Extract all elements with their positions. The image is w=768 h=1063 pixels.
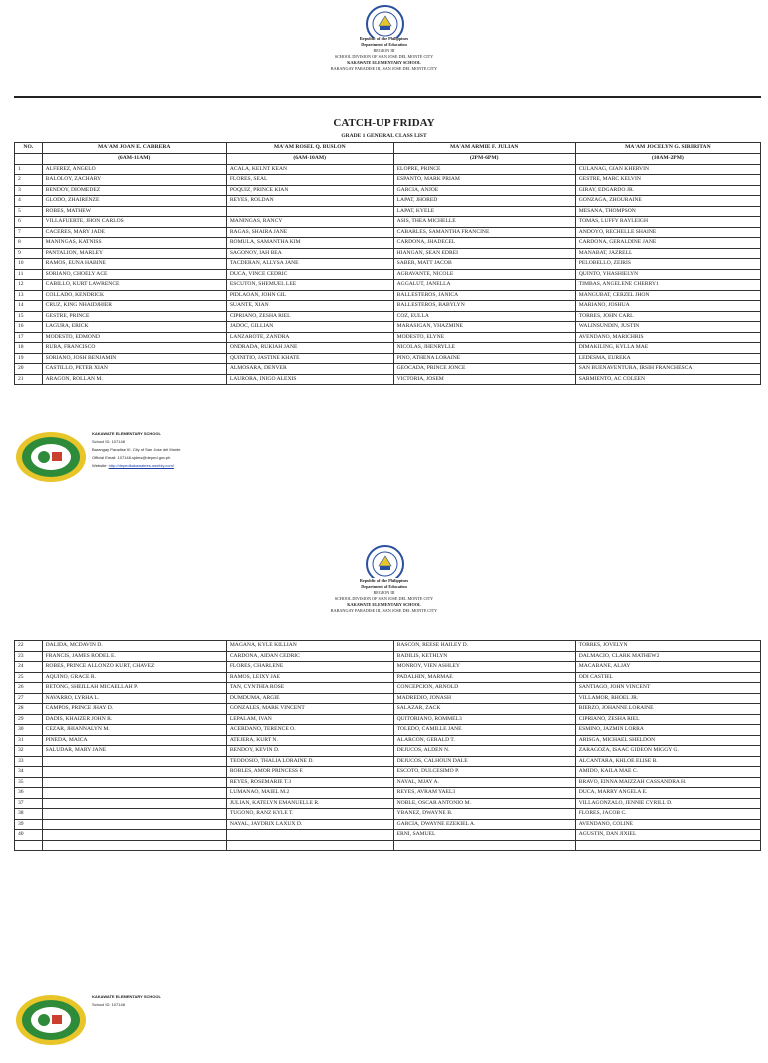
row-number-cell: 37 [15,798,43,809]
student-name-cell: BASCON, REESE HAILEY D. [393,641,575,652]
header-line-5: KAKAWATE ELEMENTARY SCHOOL [347,60,421,65]
table-row [15,672,761,683]
header-line-5: KAKAWATE ELEMENTARY SCHOOL [347,602,421,607]
student-name-cell [575,840,760,851]
row-number-cell: 6 [15,217,43,228]
student-name-cell: FLORES, CHARLENE [226,662,393,673]
student-name-cell: ESMINO, JAZMIN LORRA [575,725,760,736]
header-line-1: Republic of the Philippines [359,36,409,41]
student-name-cell: SABER, MATT JACOB [393,259,575,270]
student-name-cell: TIMBAS, ANGELENE CHERRY1 [575,280,760,291]
student-name-cell: SORIANO, JOSH BENJAMIN [42,353,226,364]
student-name-cell: DADIS, KHAIZER JOHN R. [42,714,226,725]
student-name-cell: GESTRE, PRINCE [42,311,226,322]
student-name-cell: DEJUCOS, CALHOUN DALE [393,756,575,767]
teacher-3-name: MA'AM ARMIE F. JULIAN [393,143,575,154]
student-name-cell: BALLESTEROS, BABYLYN [393,301,575,312]
student-name-cell: ROBLES, AMOR PRINCESS F. [226,767,393,778]
student-name-cell: BALLESTEROS, JANICA [393,290,575,301]
student-name-cell: MAGANA, KYLE KILLIAN [226,641,393,652]
header-rule [14,96,761,98]
header-block [0,578,768,614]
student-name-cell: QUITORIANO, ROMMEL3 [393,714,575,725]
footer-school-id: School ID: 107148 [92,1002,125,1007]
student-name-cell: SAGONOY, IAH BEA [226,248,393,259]
student-name-cell: PIDLAOAN, JOHN GIL [226,290,393,301]
student-name-cell: TACDERAN, ALLYSA JANE [226,259,393,270]
header-line-6: BARANGAY PARADISE III, SAN JOSE DEL MONTE CITY [330,66,438,71]
student-name-cell [42,767,226,778]
student-name-cell: CARDONA, GERALDINE JANE [575,238,760,249]
student-name-cell: NOBLE, OSCAR ANTONIO M. [393,798,575,809]
table-row [15,798,761,809]
student-name-cell: NAYAL, JAYDRIX LAXUX D. [226,819,393,830]
student-name-cell: ESCUTON, SHEMUEL LEE [226,280,393,291]
row-number-cell: 5 [15,206,43,217]
student-name-cell: JADOC, GILLIAN [226,322,393,333]
row-number-cell: 17 [15,332,43,343]
footer-website-label: Website: [92,463,108,468]
student-name-cell [42,830,226,841]
table-row [15,322,761,333]
row-number-cell: 38 [15,809,43,820]
table-row [15,683,761,694]
student-name-cell: VILLAGONZALO, JENNIE CYRILL D. [575,798,760,809]
footer-website-row [92,462,181,470]
student-name-cell: AGRAVANTE, NICOLE [393,269,575,280]
row-number-cell: 30 [15,725,43,736]
table-row [15,704,761,715]
student-name-cell: DUMDUMA, ARGIE [226,693,393,704]
table-row [15,175,761,186]
row-number-cell: 25 [15,672,43,683]
student-name-cell: CAMPOS, PRINCE JHAY D. [42,704,226,715]
student-name-cell: CACERES, MARY JADE [42,227,226,238]
student-name-cell: AVENDANO, COLINE [575,819,760,830]
school-footer [14,993,274,1063]
student-name-cell: REYES, ROLDAN [226,196,393,207]
student-name-cell: GLODO, ZHAIRENZE [42,196,226,207]
student-name-cell: COLLADO, KENDRICK [42,290,226,301]
student-name-cell: BALOLOY, ZACHARY [42,175,226,186]
row-number-cell: 32 [15,746,43,757]
page-title: CATCH-UP FRIDAY [333,117,435,129]
table-row [15,227,761,238]
student-name-cell: ANDOYO, RECHELLE SHAINE [575,227,760,238]
student-name-cell: AVENDANO, MARICHRIS [575,332,760,343]
student-name-cell: MESANA, THOMPSON [575,206,760,217]
student-name-cell: SALUDAR, MARY JANE [42,746,226,757]
row-number-cell: 8 [15,238,43,249]
student-name-cell: PINO, ATHENA LORAINE [393,353,575,364]
student-name-cell: FLORES, JACOB C. [575,809,760,820]
student-name-cell: RAMOS, EUNA HABINE [42,259,226,270]
table-row [15,206,761,217]
row-number-cell: 33 [15,756,43,767]
row-number-cell: 18 [15,343,43,354]
table-row [15,353,761,364]
student-name-cell: LUMANAO, MAIEL M.2 [226,788,393,799]
table-row [15,364,761,375]
header-line-3: REGION III [373,48,395,53]
student-name-cell: ALMOSARA, DENVER [226,364,393,375]
table-row [15,164,761,175]
row-number-cell: 35 [15,777,43,788]
table-row [15,290,761,301]
student-name-cell: FRANCIS, JAMES RODEL E. [42,651,226,662]
student-name-cell [42,756,226,767]
teacher-3-time: (2PM-6PM) [393,154,575,165]
student-name-cell: MARIANO, JOSHUA [575,301,760,312]
table-row [15,311,761,322]
student-name-cell [42,809,226,820]
student-name-cell: CARDONA, JHADECEL [393,238,575,249]
row-number-cell: 29 [15,714,43,725]
student-name-cell: SARMIENTO, AC COLEEN [575,374,760,385]
teacher-4-name: MA'AM JOCELYN G. SIRIRITAN [575,143,760,154]
student-name-cell: GARCIA, DWAYNE EZEKIEL A. [393,819,575,830]
page-1 [0,0,768,520]
student-name-cell: TORRES, JOVELYN [575,641,760,652]
row-number-cell: 31 [15,735,43,746]
row-number-cell: 26 [15,683,43,694]
student-name-cell: GONZALES, MARK VINCENT [226,704,393,715]
student-name-cell: NAYAL, MJAY A. [393,777,575,788]
table-header-time-row [15,154,761,165]
student-name-cell: LAURORA, INIGO ALEXIS [226,374,393,385]
teacher-2-name: MA'AM ROSEL Q. BUSLON [226,143,393,154]
student-name-cell: LAGURA, ERICK [42,322,226,333]
student-name-cell: BETONG, SHEILLAH MICAELLAH P. [42,683,226,694]
student-name-cell: SAN BUENAVENTURA, IRSIH FRANCHESCA [575,364,760,375]
student-name-cell: ATEJERA, KURT N. [226,735,393,746]
student-name-cell: QUINTO, YHASHIELYN [575,269,760,280]
table-body-page-2 [15,641,761,851]
student-name-cell: MANGUBAT, CERZEL JHON [575,290,760,301]
student-name-cell: BRAVO, EINNA MAIZZAH CASSANDRA H. [575,777,760,788]
student-name-cell: NAVARRO, LYRHA L. [42,693,226,704]
student-name-cell: GEOCADA, PRINCE JONCE [393,364,575,375]
row-number-cell: 12 [15,280,43,291]
student-name-cell: JULIAN, KATELYN EMANUELLE R. [226,798,393,809]
student-name-cell: LAPAT, KYELE [393,206,575,217]
student-name-cell: GONZAGA, ZHOURAINE [575,196,760,207]
student-name-cell: QUINITIO, JASTINE KHATE [226,353,393,364]
student-name-cell: ACALA, KELNT KEAN [226,164,393,175]
student-name-cell: LEPALAM, IVAN [226,714,393,725]
table-row [15,756,761,767]
student-name-cell: DEJUCOS, ALDEN N. [393,746,575,757]
row-number-cell: 28 [15,704,43,715]
student-name-cell: ASIS, THEA MICHELLE [393,217,575,228]
table-row [15,217,761,228]
student-name-cell: MANINGAS, RANCY [226,217,393,228]
table-row [15,185,761,196]
table-row [15,788,761,799]
student-name-cell: NICOLAS, JHENRYLLE [393,343,575,354]
row-number-cell: 1 [15,164,43,175]
student-name-cell: BENDOY, KEVIN D. [226,746,393,757]
footer-school-name: KAKAWATE ELEMENTARY SCHOOL [92,431,161,436]
student-name-cell: RUBA, FRANCISCO [42,343,226,354]
table-row [15,777,761,788]
row-number-cell: 21 [15,374,43,385]
table-row [15,725,761,736]
row-number-cell: 24 [15,662,43,673]
student-name-cell [42,840,226,851]
table-row [15,196,761,207]
student-name-cell: AQUINO, GRACE R. [42,672,226,683]
row-number-cell: 34 [15,767,43,778]
teacher-1-name: MA'AM JOAN E. CABRERA [42,143,226,154]
table-row [15,809,761,820]
student-name-cell: AMIDO, KAILA MAE C. [575,767,760,778]
table-row [15,280,761,291]
student-name-cell: RAGAS, SHAIRA JANE [226,227,393,238]
student-name-cell: ELOPRE, PRINCE [393,164,575,175]
table-row [15,301,761,312]
row-number-cell: 27 [15,693,43,704]
header-line-3: REGION III [373,590,395,595]
header-line-2: Department of Education [361,42,407,47]
teacher-2-time: (6AM-10AM) [226,154,393,165]
student-name-cell: ESCOTO, DULCESIMO P. [393,767,575,778]
student-name-cell: SALAZAR, ZACK [393,704,575,715]
student-name-cell: ERNI, SAMUEL [393,830,575,841]
student-name-cell: ODI CASTIEL [575,672,760,683]
student-name-cell: LEDESMA, EUREKA [575,353,760,364]
student-name-cell: ALFEREZ, ANGELO [42,164,226,175]
student-name-cell [42,777,226,788]
student-name-cell: ZARAGOZA, ISAAC GIDEON MIGGY G. [575,746,760,757]
student-name-cell: MADREDIO, JONASH [393,693,575,704]
student-name-cell: CABARLES, SAMANTHA FRANCINE [393,227,575,238]
teacher-4-time: (10AM-2PM) [575,154,760,165]
student-name-cell: AGGALUT, JANELLA [393,280,575,291]
student-name-cell: BADILIS, KETHLYN [393,651,575,662]
footer-school-name: KAKAWATE ELEMENTARY SCHOOL [92,994,161,999]
teacher-1-time: (6AM-11AM) [42,154,226,165]
header-block [0,36,768,72]
student-name-cell [42,788,226,799]
student-name-cell: TUGONO, RANZ KYLE T. [226,809,393,820]
student-name-cell: FLORES, SEAL [226,175,393,186]
row-number-cell: 36 [15,788,43,799]
footer-text [92,993,161,1009]
student-name-cell: DIMAKILING, KYLLA MAE [575,343,760,354]
student-name-cell: TEODOSIO, THALIA LORAINE D. [226,756,393,767]
student-name-cell [393,840,575,851]
table-row [15,735,761,746]
student-name-cell: SUANTE, XIAN [226,301,393,312]
student-name-cell [226,830,393,841]
student-name-cell: PADALHIN, MARMAE [393,672,575,683]
student-name-cell: POQUIZ, PRINCE KIAN [226,185,393,196]
student-name-cell: MODESTO, ELYNE [393,332,575,343]
student-name-cell: MARASIGAN, YHAZMINE [393,322,575,333]
row-number-cell: 3 [15,185,43,196]
student-name-cell: CULANAG, GIAN KHERVIN [575,164,760,175]
student-name-cell: PELOBELLO, ZEIRIS [575,259,760,270]
row-number-cell: 13 [15,290,43,301]
student-name-cell: ACERDANO, TERENCE O. [226,725,393,736]
student-name-cell [226,206,393,217]
student-name-cell: TORRES, JOHN CARL [575,311,760,322]
school-footer [14,430,274,500]
table-row [15,374,761,385]
student-name-cell: TAN, CYNTHIA ROSE [226,683,393,694]
student-name-cell: VILLAFUERTE, JHON CARLOS [42,217,226,228]
student-name-cell: RAMOS, LEIXY JAE [226,672,393,683]
student-name-cell: BIERZO, JOHANNE LORAINE [575,704,760,715]
table-row [15,259,761,270]
student-name-cell: YBANEZ, DWAYNE B. [393,809,575,820]
student-name-cell: ALCANTARA, KHLOE ELISE B. [575,756,760,767]
row-number-cell: 16 [15,322,43,333]
student-name-cell: GIRAY, EDGARDO JR. [575,185,760,196]
student-name-cell: TOMAS, LUFFY RAYLEIGH [575,217,760,228]
student-name-cell: VILLAMOR, RHOEL JR. [575,693,760,704]
row-number-cell [15,840,43,851]
header-line-4: SCHOOL DIVISION OF SAN JOSE DEL MONTE CITY [334,54,434,59]
page-subtitle: GRADE 1 GENERAL CLASS LIST [341,133,427,139]
student-name-cell: CASTILLO, PETER XIAN [42,364,226,375]
student-name-cell: SORIANO, CHOELY ACE [42,269,226,280]
table-row [15,343,761,354]
student-name-cell: PINEDA, MAICA [42,735,226,746]
student-name-cell: ROMULA, SAMANTHA KIM [226,238,393,249]
table-row [15,662,761,673]
student-name-cell: MACABANE, ALJAY [575,662,760,673]
student-name-cell: CEZAR, JHIANNALYN M. [42,725,226,736]
kakawate-school-logo-icon [14,993,88,1047]
student-name-cell: REYES, AVRAM YAEL3 [393,788,575,799]
student-name-cell: HIANGAN, SEAN EDREI [393,248,575,259]
student-name-cell: SANTIAGO, JOHN VINCENT [575,683,760,694]
page-2 [0,538,768,1024]
student-name-cell: AGUSTIN, DAN JIXIEL [575,830,760,841]
table-row [15,714,761,725]
footer-school-id: School ID: 107148 [92,439,125,444]
footer-website-link[interactable]: http://depedkakawatees.weebly.com/ [108,463,174,468]
table-row [15,767,761,778]
row-number-cell: 22 [15,641,43,652]
student-name-cell: ESPANTO, MARK PRIAM [393,175,575,186]
footer-address: Barangay Paradise III, City of San Jose del Monte [92,447,181,452]
table-row [15,269,761,280]
student-name-cell: REYES, ROSEMARIE T.3 [226,777,393,788]
header-line-1: Republic of the Philippines [359,578,409,583]
row-number-cell: 9 [15,248,43,259]
header-line-4: SCHOOL DIVISION OF SAN JOSE DEL MONTE CITY [334,596,434,601]
student-name-cell: CARDONA, AIDAN CEDRIC [226,651,393,662]
student-name-cell: WALINSUNDIN, JUSTIN [575,322,760,333]
row-number-cell: 10 [15,259,43,270]
student-name-cell: MODESTO, EDMOND [42,332,226,343]
row-number-cell: 19 [15,353,43,364]
class-list-table-continued [14,640,761,851]
student-name-cell: LAPAT, JHORED [393,196,575,207]
footer-text [92,430,181,470]
table-row [15,248,761,259]
student-name-cell: GESTRE, MARC KELVIN [575,175,760,186]
row-number-cell: 39 [15,819,43,830]
student-name-cell: ONDRADA, RUKIAH JANE [226,343,393,354]
student-name-cell [42,819,226,830]
table-header-row [15,143,761,154]
student-name-cell: DUCA, VINCE CEDRIC [226,269,393,280]
row-number-cell: 15 [15,311,43,322]
student-name-cell: TOLEDO, CAMILLE JANE [393,725,575,736]
row-number-cell: 11 [15,269,43,280]
row-number-cell: 2 [15,175,43,186]
table-row [15,641,761,652]
student-name-cell: DALIDA, MCDAVIN D. [42,641,226,652]
table-row [15,819,761,830]
table-row [15,238,761,249]
table-row [15,332,761,343]
class-list-table [14,142,761,385]
student-name-cell: ALARCON, GERALD T. [393,735,575,746]
student-name-cell: DALMACIO, CLARK MATHEW2 [575,651,760,662]
student-name-cell: PANTALION, MARLEY [42,248,226,259]
row-number-cell: 40 [15,830,43,841]
student-name-cell: DUCA, MARRY ANGELA E. [575,788,760,799]
student-name-cell: LANZAROTE, ZANDRA [226,332,393,343]
table-row [15,840,761,851]
row-number-cell: 7 [15,227,43,238]
student-name-cell: MANABAT, JAZRELL [575,248,760,259]
student-name-cell: CIPRIANO, ZESHA RIEL [575,714,760,725]
table-row [15,651,761,662]
table-row [15,693,761,704]
student-name-cell: ARISGA, MICHAEL SHELDON [575,735,760,746]
student-name-cell: MONROY, VIEN ASHLEY [393,662,575,673]
student-name-cell: CABILLO, KURT LAWRENCE [42,280,226,291]
header-line-6: BARANGAY PARADISE III, SAN JOSE DEL MONTE CITY [330,608,438,613]
student-name-cell: CONCEPCION, ARNOLD [393,683,575,694]
table-body-page-1 [15,164,761,385]
student-name-cell: CIPRIANO, ZESHA RIEL [226,311,393,322]
kakawate-school-logo-icon [14,430,88,484]
student-name-cell: CRUZ, KING NHAIDJHIER [42,301,226,312]
header-line-2: Department of Education [361,584,407,589]
student-name-cell: BENDOY, DIOMEDEZ [42,185,226,196]
row-number-cell: 20 [15,364,43,375]
deped-seal-icon [349,2,421,38]
student-name-cell: ROBES, MATHEW [42,206,226,217]
table-row [15,830,761,841]
no-header: NO. [15,143,43,154]
student-name-cell: MANINGAS, KATNISS [42,238,226,249]
row-number-cell: 14 [15,301,43,312]
student-name-cell: VICTORIA, JOSEM [393,374,575,385]
student-name-cell: COZ, EULLA [393,311,575,322]
student-name-cell: GARCIA, ANJOE [393,185,575,196]
footer-email: Official Email: 107148.sjdms@deped.gov.ph [92,455,171,460]
row-number-cell: 23 [15,651,43,662]
no-header-blank [15,154,43,165]
table-row [15,746,761,757]
student-name-cell [226,840,393,851]
student-name-cell: ARAGON, ROLLAN M. [42,374,226,385]
student-name-cell [42,798,226,809]
deped-seal-icon [349,542,421,578]
row-number-cell: 4 [15,196,43,207]
student-name-cell: ROBES, PRINCE ALLONZO KURT, CHAVEZ [42,662,226,673]
